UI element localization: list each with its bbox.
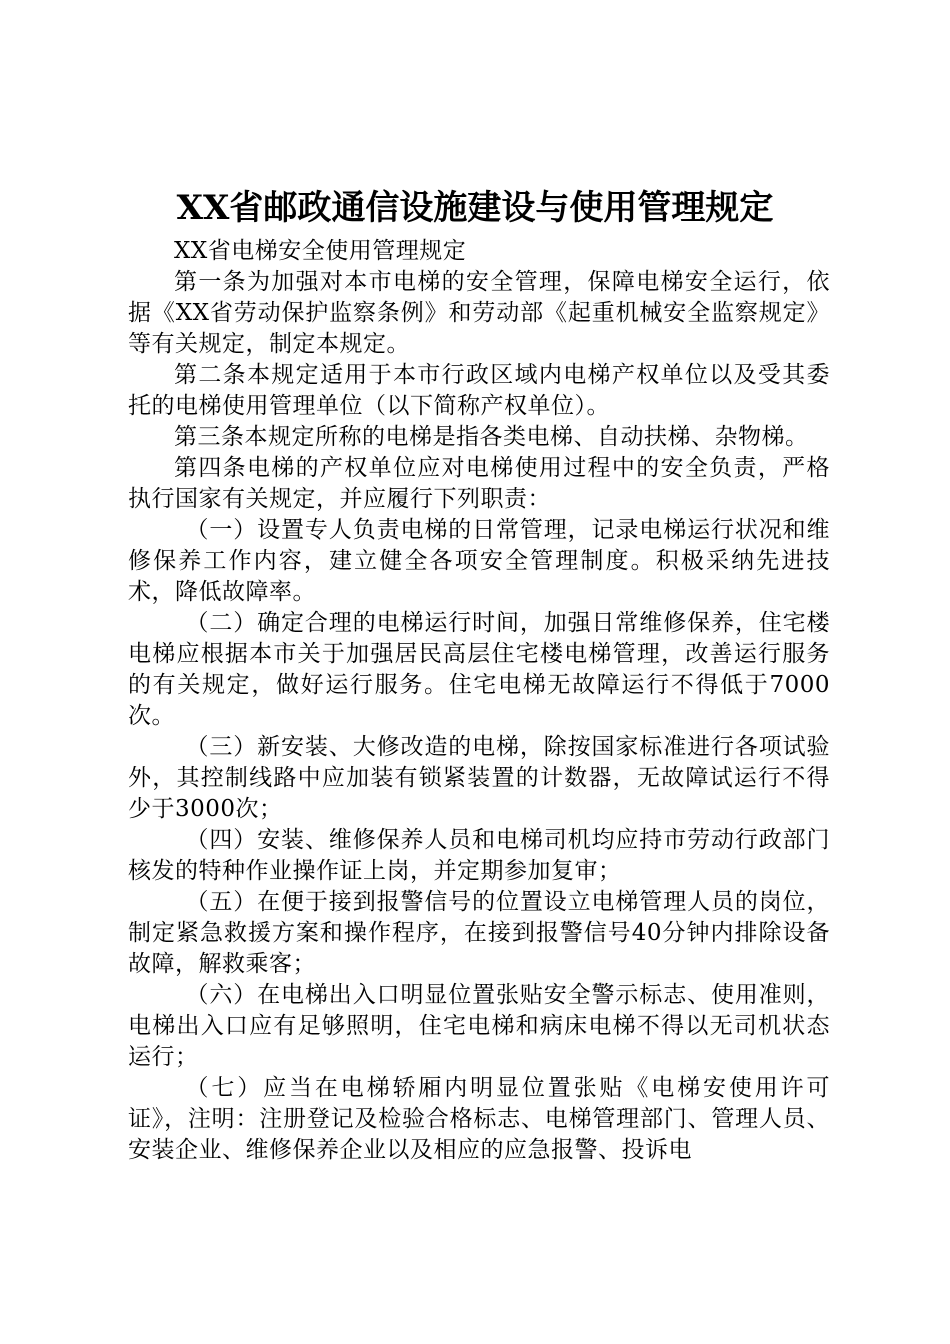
document-title: XX省邮政通信设施建设与使用管理规定 xyxy=(176,188,774,228)
article-4-item-3: （三）新安装、大修改造的电梯，除按国家标准进行各项试验外，其控制线路中应加装有锁紧装置的计数器，无故障试运行不得少于3000次； xyxy=(128,734,830,822)
article-4-item-4: （四）安装、维修保养人员和电梯司机均应持市劳动行政部门核发的特种作业操作证上岗，并定期参加复审； xyxy=(128,827,830,884)
document-body xyxy=(128,236,830,1166)
article-4-item-5: （五）在便于接到报警信号的位置设立电梯管理人员的岗位，制定紧急救援方案和操作程序，在接到报警信号40分钟内排除设备故障，解救乘客； xyxy=(128,889,830,977)
article-4: 第四条电梯的产权单位应对电梯使用过程中的安全负责，严格执行国家有关规定，并应履行下列职责： xyxy=(128,455,830,512)
article-4-item-6: （六）在电梯出入口明显位置张贴安全警示标志、使用准则，电梯出入口应有足够照明，住宅电梯和病床电梯不得以无司机状态运行； xyxy=(128,982,830,1070)
article-4-item-7: （七）应当在电梯轿厢内明显位置张贴《电梯安使用许可证》，注明：注册登记及检验合格标志、电梯管理部门、管理人员、安装企业、维修保养企业以及相应的应急报警、投诉电 xyxy=(128,1075,830,1163)
article-1: 第一条为加强对本市电梯的安全管理，保障电梯安全运行，依据《XX省劳动保护监察条例》和劳动部《起重机械安全监察规定》等有关规定，制定本规定。 xyxy=(128,269,830,357)
article-2: 第二条本规定适用于本市行政区域内电梯产权单位以及受其委托的电梯使用管理单位（以下简称产权单位）。 xyxy=(128,362,830,419)
article-4-item-2: （二）确定合理的电梯运行时间，加强日常维修保养，住宅楼电梯应根据本市关于加强居民高层住宅楼电梯管理，改善运行服务的有关规定，做好运行服务。住宅电梯无故障运行不得低于7000次。 xyxy=(128,610,830,729)
article-3: 第三条本规定所称的电梯是指各类电梯、自动扶梯、杂物梯。 xyxy=(174,424,809,450)
document-subtitle: XX省电梯安全使用管理规定 xyxy=(174,238,467,264)
article-4-item-1: （一）设置专人负责电梯的日常管理，记录电梯运行状况和维修保养工作内容，建立健全各项安全管理制度。积极采纳先进技术，降低故障率。 xyxy=(128,517,830,605)
